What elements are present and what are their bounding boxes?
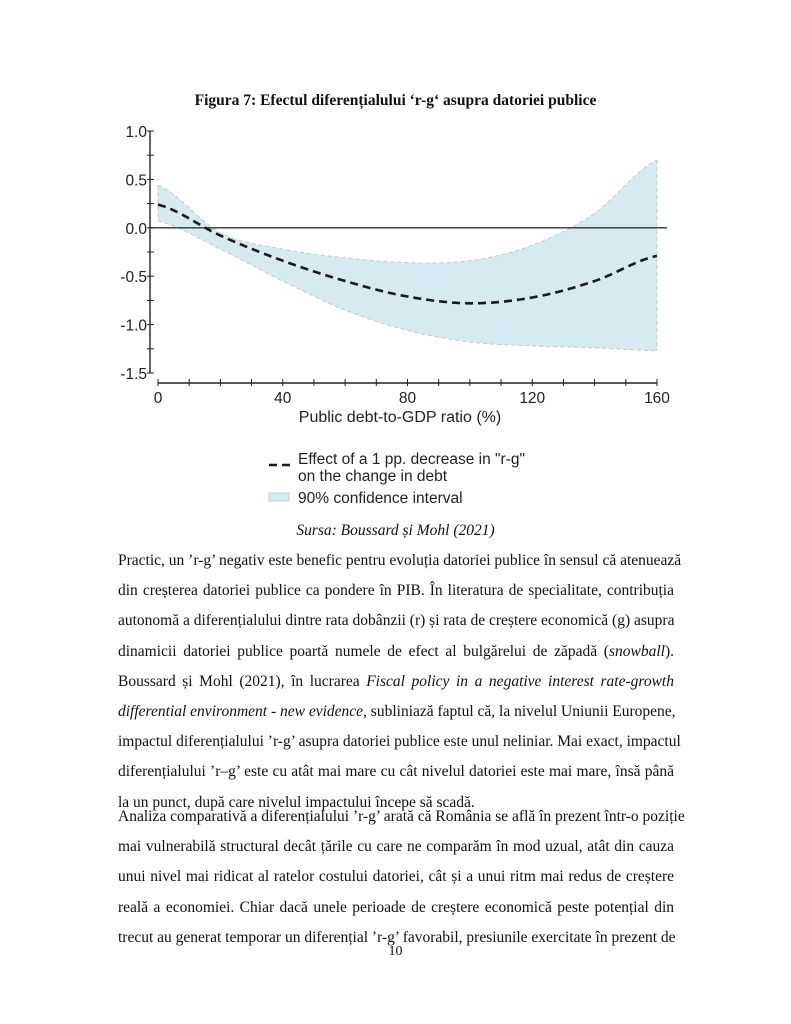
paragraph-2 <box>118 802 685 953</box>
y-tick-label: -0.5 <box>120 269 147 287</box>
confidence-band-layer <box>158 160 657 351</box>
debt-effect-chart <box>0 115 791 525</box>
legend-label-effect-line2: on the change in debt <box>298 468 448 485</box>
y-tick-label: -1.0 <box>120 317 147 335</box>
legend-label-confidence: 90% confidence interval <box>298 490 463 507</box>
y-tick-label: -1.5 <box>120 366 147 383</box>
legend-label-effect-line1: Effect of a 1 pp. decrease in "r-g" <box>298 451 525 468</box>
paragraph-line: din creșterea datoriei publice ca pondere în PIB. În literatura de specialitate, contribuția <box>118 582 674 600</box>
y-tick-label: 0.0 <box>125 220 147 238</box>
paragraph-line: dinamicii datoriei publice poartă numele de efect al bulgărelui de zăpadă (snowball). <box>118 642 674 660</box>
paragraph-line: impactul diferențialului ’r-g’ asupra datoriei publice este unul neliniar. Mai exact, impactul <box>118 733 681 751</box>
x-tick-label: 0 <box>153 390 163 407</box>
paragraph-line: differential environment - new evidence, subliniază faptul că, la nivelul Uniunii Europene, <box>118 702 676 720</box>
y-tick-label: 0.5 <box>125 172 147 190</box>
y-tick-label: 1.0 <box>125 124 147 141</box>
italic-phrase: differential environment - new evidence <box>118 702 364 720</box>
paragraph-line: reală a economiei. Chiar dacă unele perioade de creștere economică peste potențial din <box>118 898 674 916</box>
paragraph-line: unui nivel mai ridicat al ratelor costului datoriei, cât și a unui ritm mai redus de creștere <box>118 868 674 886</box>
page-number: 10 <box>388 944 403 959</box>
paragraph-line: la un punct, după care nivelul impactului începe să scadă. <box>118 793 475 811</box>
x-tick-label: 40 <box>274 390 292 407</box>
italic-phrase: snowball <box>608 642 665 660</box>
figure-title: Figura 7: Efectul diferențialului ‘r-g‘ asupra datoriei publice <box>194 92 597 109</box>
figure-source: Sursa: Boussard și Mohl (2021) <box>296 522 495 539</box>
legend-band-swatch <box>269 493 289 501</box>
x-tick-label: 120 <box>519 390 546 407</box>
paragraph-line: Practic, un ’r-g’ negativ este benefic pentru evoluția datoriei publice în sensul că atenuează <box>118 552 682 569</box>
paragraph-line: Boussard și Mohl (2021), în lucrarea Fiscal policy in a negative interest rate-growth <box>118 672 674 690</box>
paragraph-line: trecut au generat temporar un diferențial ’r-g’ favorabil, presiunile exercitate în prezent de <box>118 928 676 946</box>
paragraph-line: autonomă a diferențialului dintre rata dobânzii (r) și rata de creștere economică (g) asupra <box>118 612 675 630</box>
x-tick-label: 80 <box>398 390 417 407</box>
paragraph-1 <box>118 546 682 818</box>
paragraph-line: mai vulnerabilă structural decât țările cu care ne comparăm în mod uzual, atât din cauza <box>118 838 674 856</box>
paragraph-line: diferențialului ’r–g’ este cu atât mai mare cu cât nivelul datoriei este mai mare, însă până <box>118 763 674 781</box>
confidence-band-area <box>158 160 657 351</box>
x-axis-title: Public debt-to-GDP ratio (%) <box>298 409 502 426</box>
paragraph-line: Analiza comparativă a diferențialului ’r-g’ arată că România se află în prezent într-o poziție <box>118 808 685 825</box>
italic-phrase: Fiscal policy in a negative interest rate-growth <box>366 672 674 690</box>
chart-legend <box>269 451 525 507</box>
x-tick-label: 160 <box>644 390 670 407</box>
